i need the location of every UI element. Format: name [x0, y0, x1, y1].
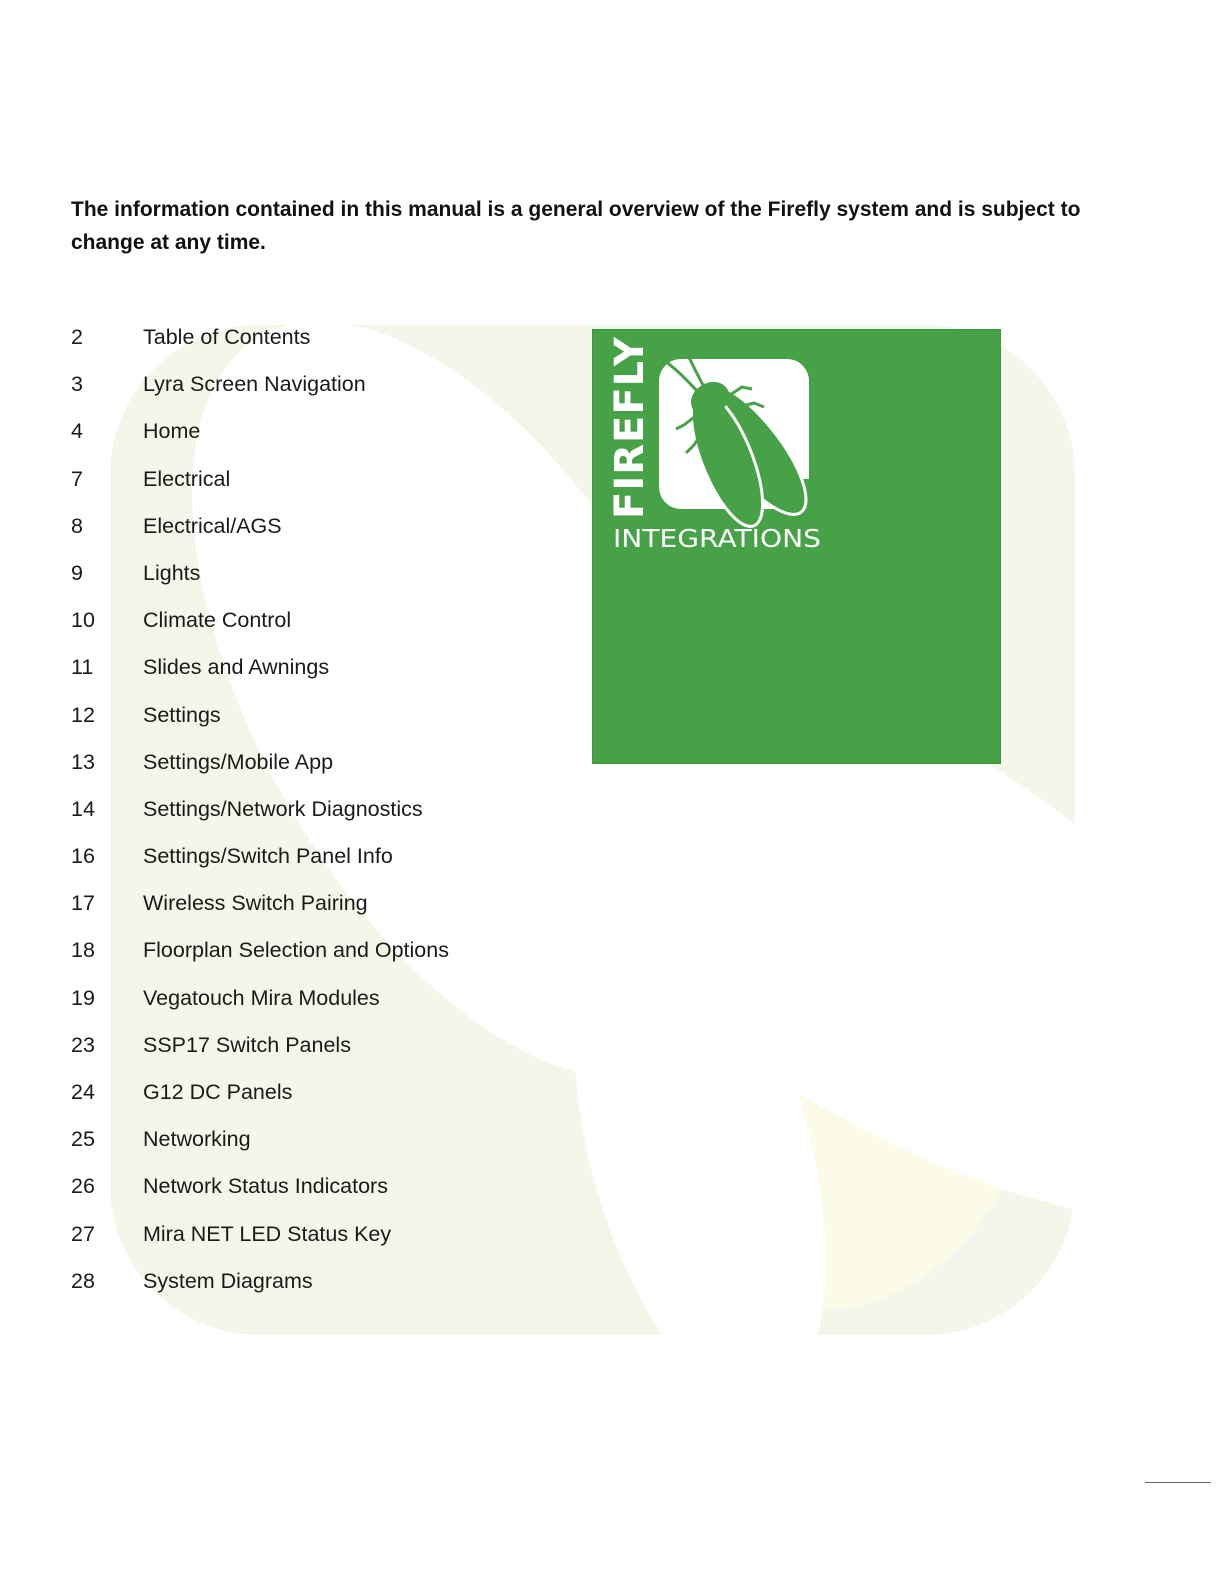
toc-page-number: 9 [71, 560, 83, 585]
toc-title: Settings/Mobile App [143, 749, 334, 774]
toc-page-number: 14 [71, 796, 95, 821]
toc-title: Home [143, 419, 201, 444]
toc-page-number: 26 [71, 1174, 95, 1199]
toc-page-number: 28 [71, 1268, 95, 1293]
toc-page-number: 7 [71, 466, 83, 491]
logo-wordmark-firefly: FIREFLY [607, 336, 653, 519]
toc-title: Settings/Switch Panel Info [143, 844, 393, 869]
toc-title: Lights [143, 560, 201, 585]
toc-title: Floorplan Selection and Options [143, 938, 449, 963]
toc-page-number: 12 [71, 702, 95, 727]
toc-page-number: 18 [71, 938, 95, 963]
toc-page-number: 3 [71, 372, 83, 397]
toc-title: Electrical [143, 466, 231, 491]
toc-title: Electrical/AGS [143, 513, 282, 538]
toc-page-number: 13 [71, 749, 95, 774]
toc-title: G12 DC Panels [143, 1080, 293, 1104]
toc-page-number: 11 [71, 655, 94, 680]
toc-title: Settings [143, 702, 221, 727]
toc-title: Network Status Indicators [143, 1174, 388, 1199]
toc-page-number: 19 [71, 985, 95, 1010]
toc-page-number: 10 [71, 608, 95, 633]
intro-disclaimer: The information contained in this manual is a general overview of the Firefly system and is subject to change at any time. [71, 198, 1081, 254]
toc-page-number: 17 [71, 891, 95, 916]
toc-title: Wireless Switch Pairing [143, 891, 368, 916]
toc-title: Lyra Screen Navigation [143, 372, 366, 397]
toc-page-number: 2 [71, 325, 83, 349]
toc-title: Table of Contents [143, 325, 311, 349]
toc-title: Settings/Network Diagnostics [143, 796, 423, 821]
toc-page-number: 4 [71, 419, 83, 444]
toc-page-number: 24 [71, 1080, 95, 1104]
toc-title: SSP17 Switch Panels [143, 1032, 351, 1057]
toc-page-number: 27 [71, 1221, 95, 1246]
toc-title: Climate Control [143, 608, 292, 633]
firefly-bug-icon [659, 353, 823, 535]
footer-rule [1145, 1482, 1211, 1483]
toc-page-number: 16 [71, 844, 95, 869]
toc-title: System Diagrams [143, 1268, 313, 1293]
toc-page-number: 25 [71, 1127, 95, 1152]
toc-page-number: 23 [71, 1032, 95, 1057]
toc-title: Slides and Awnings [143, 655, 330, 680]
logo-wordmark-integrations: INTEGRATIONS [613, 524, 821, 553]
toc-page-number: 8 [71, 513, 83, 538]
firefly-integrations-logo [592, 329, 1001, 764]
toc-title: Vegatouch Mira Modules [143, 985, 380, 1010]
toc-title: Mira NET LED Status Key [143, 1221, 392, 1246]
toc-title: Networking [143, 1127, 251, 1152]
